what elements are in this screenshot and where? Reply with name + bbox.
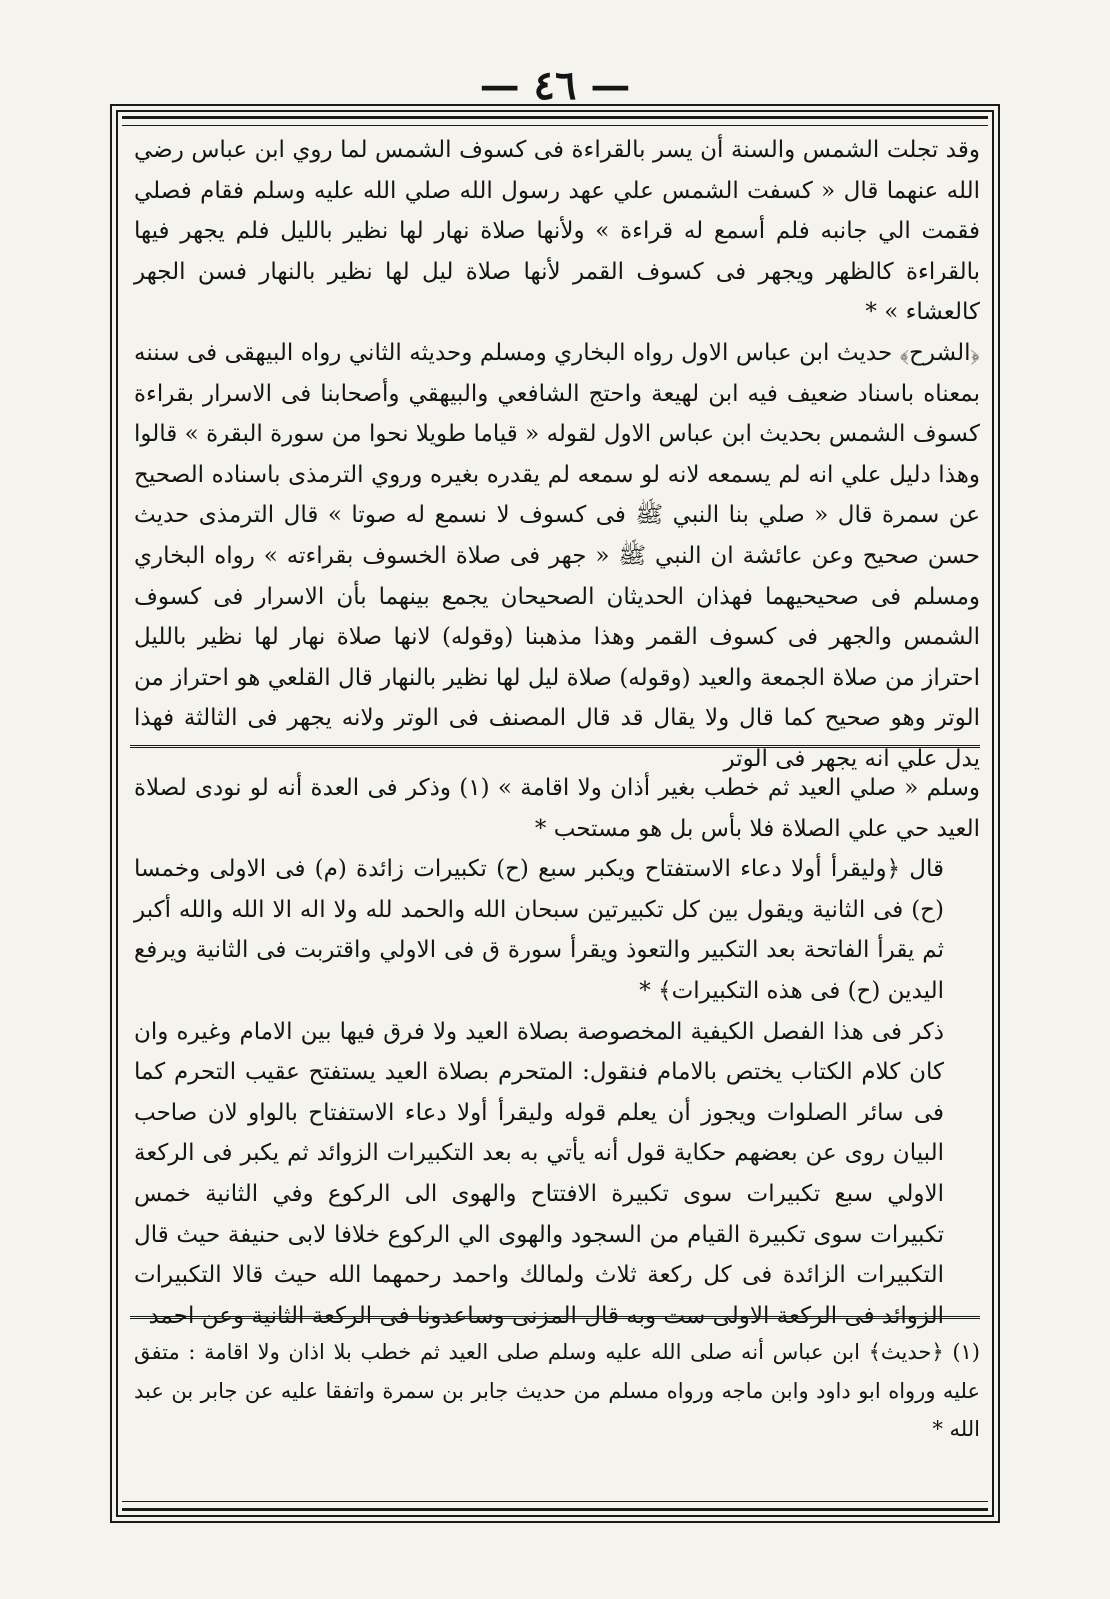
page-number: — ٤٦ — [479,62,631,109]
matn-quote-paragraph: قال ﴿وليقرأ أولا دعاء الاستفتاح ويكبر سبع (ح) تكبيرات زائدة (م) فى الاولى وخمسا (ح) فى الثانية ويقول بين كل تكبيرتين سبحان الله والحمد لله ولا اله الا الله والله أكبر ثم يقرأ الفاتحة بعد التكبير والتعوذ ويقرأ سورة ق فى الاولي واقتربت فى الثانية ويرفع اليدين (ح) فى هذه التكبيرات﴾ * [134,856,944,1004]
footnote [134,1333,980,1449]
matn-paragraph: وقد تجلت الشمس والسنة أن يسر بالقراءة فى كسوف الشمس لما روي ابن عباس رضي الله عنهما قال « كسفت الشمس علي عهد رسول الله صلي الله عليه وسلم فقام فصلي فقمت الي جانبه فلم أسمع له قراءة » ولأنها صلاة نهار لها نظير بالليل فلم يجهر فيها بالقراءة كالظهر ويجهر فى كسوف القمر لأنها صلاة ليل لها نظير بالنهار فسن الجهر كالعشاء » * [134,137,980,326]
commentary-upper-section [134,130,980,780]
paragraph-continuation: وسلم « صلي العيد ثم خطب بغير أذان ولا اقامة » (١) وذكر فى العدة أنه لو نودى لصلاة العيد حي علي الصلاة فلا بأس بل هو مستحب * [134,775,980,842]
commentary-lower-section [134,768,980,1336]
explanation-paragraph: ذكر فى هذا الفصل الكيفية المخصوصة بصلاة العيد ولا فرق فيها بين الامام وغيره وان كان كلام الكتاب يختص بالامام فنقول: المتحرم بصلاة العيد يستفتح عقيب التحرم كما فى سائر الصلوات ويجوز أن يعلم قوله وليقرأ أولا دعاء الاستفتاح بالواو لان صاحب البيان روى عن بعضهم حكاية قول أنه يأتي به بعد التكبيرات الزوائد ثم يكبر فى الركعة الاولي سبع تكبيرات سوى تكبيرة الافتتاح والهوى الى الركوع وفي الثانية خمس تكبيرات سوى تكبيرة القيام من السجود والهوى الي الركوع خلافا لابى حنيفة حيث قال التكبيرات الزائدة فى كل ركعة ثلاث ولمالك واحمد رحمهما الله حيث قالا التكبيرات الزوائد فى الركعة الاولى ست وبه قال المزنى وساعدونا فى الركعة الثانية وعن احمد [134,1018,944,1329]
footnote-text: (١) ﴿حديث﴾ ابن عباس أنه صلى الله عليه وسلم صلى العيد ثم خطب بلا اذان ولا اقامة : متفق عليه ورواه ابو داود وابن ماجه ورواه مسلم من حديث جابر بن سمرة واتفقا عليه عن جابر بن عبد الله * [134,1340,980,1441]
sharh-paragraph: ﴿الشرح﴾ حديث ابن عباس الاول رواه البخاري ومسلم وحديثه الثاني رواه البيهقى فى سننه بمعناه باسناد ضعيف فيه ابن لهيعة واحتج الشافعي والبيهقي وأصحابنا فى الاسرار بقراءة كسوف الشمس بحديث ابن عباس الاول لقوله « قياما طويلا نحوا من سورة البقرة » قالوا وهذا دليل علي انه لم يسمعه لانه لو سمعه لم يقدره بغيره وروي الترمذى باسناده الصحيح عن سمرة قال « صلي بنا النبي ﷺ فى كسوف لا نسمع له صوتا » قال الترمذى حديث حسن صحيح وعن عائشة ان النبي ﷺ « جهر فى صلاة الخسوف بقراءته » رواه البخاري ومسلم فى صحيحيهما فهذان الحديثان الصحيحان يجمع بينهما بأن الاسرار فى كسوف الشمس والجهر فى كسوف القمر وهذا مذهبنا (وقوله) لانها صلاة نهار لها نظير بالليل احتراز من صلاة الجمعة والعيد (وقوله) صلاة ليل لها نظير بالنهار قال القلعي هو احتراز من الوتر وهو صحيح كما قال ولا يقال قد قال المصنف فى الوتر ولانه يجهر فى الثالثة فهذا يدل علي انه يجهر فى الوتر [134,339,980,772]
footnote-divider [130,1316,980,1319]
section-divider [130,745,980,748]
